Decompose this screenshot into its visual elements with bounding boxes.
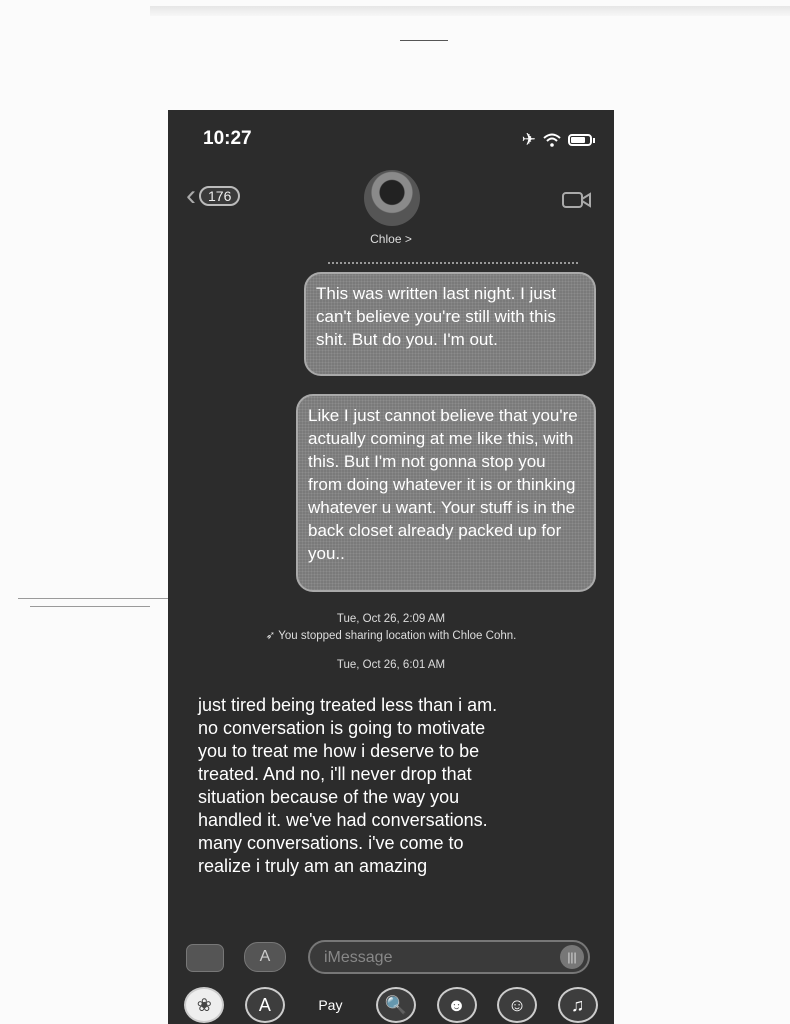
avatar[interactable] [364, 170, 420, 226]
sent-message[interactable]: This was written last night. I just can't believe you're still with this shit. But do you. I'm out. [304, 272, 596, 376]
camera-icon[interactable] [186, 944, 224, 972]
web-search-app-icon[interactable]: 🔍 [376, 987, 416, 1023]
back-button[interactable] [186, 179, 240, 212]
animoji-app-icon[interactable]: ☺ [497, 987, 537, 1023]
scan-line [30, 606, 150, 607]
apple-pay-app[interactable] [305, 987, 355, 1023]
location-notice [168, 628, 614, 642]
location-arrow-icon: ➶ [265, 630, 276, 642]
location-notice-text: You stopped sharing location with Chloe Cohn. [278, 630, 517, 642]
battery-icon [568, 134, 592, 146]
unread-count-badge: 176 [199, 186, 240, 206]
airplane-icon: ✈ [521, 130, 536, 149]
scan-line [18, 598, 168, 599]
video-camera-icon[interactable] [562, 190, 592, 210]
pay-label: Pay [318, 997, 343, 1013]
received-message[interactable]: just tired being treated less than i am. no conversation is going to motivate you to treat me how i deserve to be treated. And no, i'll never drop that situation because of the way you handled it. we've had conversations. many conversations. i've come to realize i truly am an amazing [198, 695, 498, 876]
wifi-icon [543, 133, 561, 147]
phone-screen [168, 110, 614, 1024]
cut-off-message [328, 262, 578, 270]
app-drawer [168, 986, 614, 1024]
app-store-icon[interactable]: A [244, 942, 286, 972]
scan-edge [150, 6, 790, 16]
photos-app-icon[interactable]: ❀ [184, 987, 224, 1023]
compose-bar [168, 936, 614, 980]
message-placeholder: iMessage [324, 949, 393, 966]
back-chevron-icon: ‹ [186, 179, 196, 212]
contact-name[interactable]: Chloe > [370, 232, 412, 246]
scan-mark [400, 40, 448, 41]
status-icons [522, 130, 592, 150]
app-store-app-icon[interactable]: A [245, 987, 285, 1023]
memoji-app-icon[interactable]: ☻ [437, 987, 477, 1023]
timestamp: Tue, Oct 26, 2:09 AM [336, 613, 446, 625]
music-app-icon[interactable]: ♫ [558, 987, 598, 1023]
status-time: 10:27 [203, 128, 252, 149]
sent-message[interactable]: Like I just cannot believe that you're actually coming at me like this, with this. But I'm not gonna stop you from doing whatever it is or thinking whatever u want. Your stuff is in the back closet already packed up for you.. [296, 394, 596, 592]
audio-icon[interactable]: ||| [560, 945, 584, 969]
timestamp: Tue, Oct 26, 6:01 AM [336, 659, 446, 671]
message-input[interactable] [308, 940, 590, 974]
